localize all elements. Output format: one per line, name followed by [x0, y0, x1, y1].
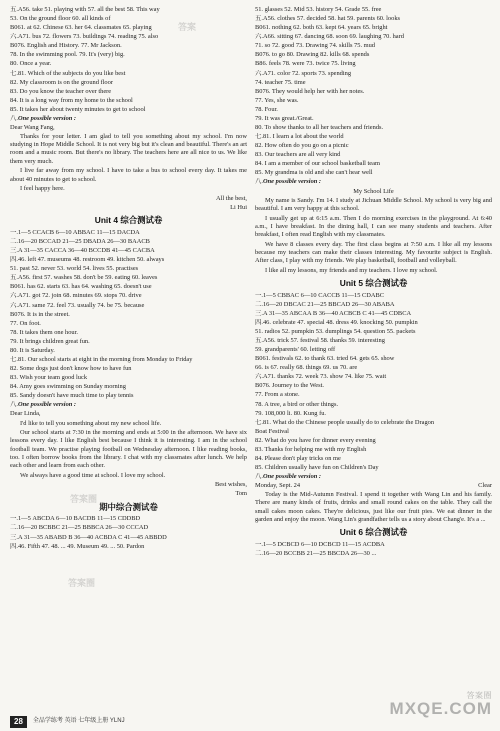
answer-line: 80. It is Saturday. [10, 346, 55, 354]
book-title: 全品学练考 英语 七年级上册 YLNJ [32, 718, 125, 725]
model-essay-label [255, 178, 492, 186]
version-label: One possible version : [18, 401, 77, 409]
answer-line: 80. Once a year. [10, 60, 52, 68]
answer-line: 66. is 67. really 68. things 69. us 70. are [255, 364, 358, 372]
answer-line: 78. In the swimming pool. 79. It's (very) big. [10, 51, 125, 59]
answer-line: 83. Do you know the teacher over there [10, 87, 112, 95]
answer-line: 71. so 72. good 73. Drawing 74. skills 75. mud [255, 42, 376, 50]
answer-line: 六.A71. thanks 72. week 73. show 74. like 75. wait [255, 373, 387, 381]
answer-line: 三.A 31—35 CACCA 36—40 BCCDB 41—45 CACBA [10, 247, 155, 255]
section-number: 八. [255, 178, 263, 186]
watermark-main: MXQE.COM [389, 699, 492, 718]
answer-line: 74. teacher 75. time [255, 78, 306, 86]
answer-line: 84. I am a member of our school basketball team [255, 160, 380, 168]
answer-line: 85. Sandy doesn't have much time to play tennis [10, 392, 134, 400]
answer-line: 77. Yes, she was. [255, 96, 299, 104]
watermark-stamp: 答案 [178, 22, 197, 32]
watermark-stamp: 答案圈 [68, 578, 96, 588]
answer-line: B061. at 62. Chinese 63. her 64. classmates 65. playing [10, 24, 152, 32]
page-footer [10, 716, 125, 728]
answer-line: B061. has 62. starts 63. has 64. washing 65. doesn't use [10, 283, 152, 291]
essay-paragraph: I feel happy here. [20, 185, 65, 193]
answer-line: 六.A71. got 72. join 68. minutes 69. stops 70. drive [10, 292, 142, 300]
diary-weather: Clear [478, 482, 492, 490]
answer-line: 51. radios 52. pumpkin 53. dumplings 54. question 55. packets [255, 327, 416, 335]
answer-line: 一.1—5 CBBAC 6—10 CACCB 11—15 CDABC [255, 291, 385, 299]
letter-signoff: Li Hui [230, 203, 247, 211]
answer-line: B86. feels 78. were 73. twice 75. living [255, 60, 356, 68]
letter-signoff: Best wishes, [215, 481, 247, 489]
answer-line: Dear Linda, [10, 410, 41, 418]
watermark-stamp: 答案圈 [70, 494, 98, 504]
answer-line: 三.A 31—35 ABABD B 36—40 ACBDA C 41—45 ABBDD [10, 533, 167, 541]
letter-signoff: Tom [235, 490, 247, 498]
answer-line: B076. English and History. 77. Mr Jackson. [10, 42, 122, 50]
answer-line: 77. From a stone. [255, 391, 300, 399]
essay-paragraph: My name is Sandy. I'm 14. I study at Jichuan Middle School. My school is very big and beautiful. I am very happy at this school. [255, 196, 492, 212]
essay-title: My School Life [353, 187, 394, 195]
answer-line: 83. Our teachers are all very kind [255, 151, 341, 159]
answer-line: B076. It is in the street. [10, 310, 70, 318]
answer-line: 五.A56. trick 57. festival 58. thanks 59. interesting [255, 336, 385, 344]
two-column-layout [10, 6, 492, 718]
diary-header [255, 482, 492, 490]
answer-line: 三.A 31—35 ABCAA B 36—40 ACBCB C 41—45 CDBCA [255, 309, 412, 317]
answer-line: 78. Four. [255, 105, 278, 113]
version-label: One possible version : [263, 473, 322, 481]
essay-paragraph: I'd like to tell you something about my new school life. [20, 419, 162, 427]
answer-line: 83. Wish your team good luck [10, 374, 88, 382]
answer-line: 82. What do you have for dinner every evening [255, 436, 376, 444]
left-column [10, 6, 247, 718]
answer-line: 79. 108,000 li. 80. Kung fu. [255, 409, 327, 417]
answer-line: 六.A71. same 72. feel 73. usually 74. be 75. because [10, 301, 145, 309]
answer-line: 二.16—20 BCBBC 21—25 BBBCA 26—30 CCCAD [10, 524, 149, 532]
diary-date: Monday, Sept. 24 [255, 482, 301, 490]
answer-line: 85. My grandma is old and she can't hear well [255, 169, 373, 177]
answer-line: 84. It is a long way from my home to the school [10, 96, 133, 104]
version-label: One possible version : [18, 114, 77, 122]
answer-line: B076. to go 80. Drawing 82. kills 68. spends [255, 51, 370, 59]
answer-line: 83. Thanks for helping me with my English [255, 445, 367, 453]
answer-line: 四.46. celebrate 47. special 48. dress 49. knocking 50. pumpkin [255, 318, 418, 326]
answer-line: 82. How often do you go on a picnic [255, 142, 349, 150]
section-title: 期中综合测试卷 [99, 501, 158, 512]
letter-signoff: All the best, [215, 194, 247, 202]
answer-line: 五.A56. first 57. washes 58. don't be 59. eating 60. leaves [10, 274, 158, 282]
right-column [255, 6, 492, 718]
answer-line: 59. grandparents' 60. letting off [255, 346, 336, 354]
answer-line: 82. My classroom is on the ground floor [10, 78, 113, 86]
version-label: One possible version : [263, 178, 322, 186]
answer-line: 78. It takes them one hour. [10, 328, 78, 336]
answer-line: 84. Amy goes swimming on Sunday morning [10, 383, 126, 391]
answer-line: 79. It was great./Great. [255, 114, 314, 122]
section-title: Unit 4 综合测试卷 [94, 215, 163, 226]
section-title: Unit 6 综合测试卷 [339, 527, 408, 538]
answer-line: 一.1—5 DCBCD 6—10 DCBCD 11—15 ACDBA [255, 540, 385, 548]
answer-line: 七.81. I learn a lot about the world [255, 133, 344, 141]
answer-line: 二.16—20 BCCBB 21—25 BBCDA 26—30 ... [255, 549, 377, 557]
answer-line: 77. On foot. [10, 319, 41, 327]
essay-paragraph: Thanks for your letter. I am glad to tell you something about my school. I'm now studying in Hope Middle School. It is not very big but it's clean and beautiful. There's an art room and a music room. But there's no library. The teachers here are all nice to us. We like them very much. [10, 133, 247, 165]
answer-line: 五.A56. clothes 57. decided 58. hat 59. parents 60. looks [255, 15, 401, 23]
answer-line: 七.81. Which of the subjects do you like best [10, 69, 126, 77]
section-title: Unit 5 综合测试卷 [339, 277, 408, 288]
answer-line: B076. Journey to the West. [255, 382, 324, 390]
answer-line: 二.16—20 DBCAC 21—25 BBCAD 26—30 ABABA [255, 300, 395, 308]
essay-paragraph: Today is the Mid-Autumn Festival. I spend it together with Wang Lin and his family. There are many kinds of fruits, drinks and small round cakes on the table. They call the small cakes moon cakes. They're delicious, just like our fruit pies. We eat dinner in the garden and enjoy the moon. Wang Lin's grandfather tells us a story about Chang'e. It's a ... [255, 491, 492, 523]
model-essay-label [10, 401, 247, 409]
model-essay-label [10, 115, 247, 123]
section-number: 八. [10, 401, 18, 409]
answer-line: 七.81. Our school starts at eight in the morning from Monday to Friday [10, 356, 193, 364]
essay-paragraph: I like all my lessons, my friends and my teachers. I love my school. [265, 266, 438, 274]
page-number: 28 [10, 716, 27, 728]
site-watermark [390, 692, 492, 717]
answer-line: 80. To show thanks to all her teachers and friends. [255, 124, 384, 132]
answer-line: 51. glasses 52. Mid 53. history 54. Grade 55. free [255, 6, 382, 13]
answer-line: B061. festivals 62. to thank 63. tried 64. gets 65. show [255, 355, 395, 363]
answer-line: 一.1—5 CCACB 6—10 ABBAC 11—15 DACDA [10, 228, 140, 236]
answer-line: 79. It brings children great fun. [10, 337, 90, 345]
model-essay-label [255, 473, 492, 481]
answer-line: 六.A71. bus 72. flowers 73. buildings 74. reading 75. also [10, 33, 159, 41]
answer-line: 85. Children usually have fun on Children's Day [255, 464, 379, 472]
answer-line: 85. It takes her about twenty minutes to get to school [10, 105, 146, 113]
answer-line: 二.16—20 BCCAD 21—25 DBADA 26—30 BAACB [10, 238, 150, 245]
answer-line: 七.81. What do the Chinese people usually do to celebrate the Dragon [255, 418, 435, 426]
watermark-sub: 答案圈 [466, 691, 492, 700]
answer-line: 六.A66. sitting 67. dancing 68. soon 69. laughing 70. hard [255, 33, 404, 41]
section-number: 八. [10, 114, 18, 122]
essay-paragraph: We have 8 classes every day. The first class begins at 7:50 a.m. I like all my lessons because my teachers can make their classes interesting. My favourite subject is English. After class, I play with my friends. We play basketball, football and volleyball. [255, 240, 492, 264]
answer-line: Dear Wang Fang, [10, 124, 55, 132]
answer-line: 一.1—5 ABCDA 6—10 BACDB 11—15 CDDBD [10, 515, 141, 523]
answer-line: Boat Festival [255, 427, 289, 435]
answer-line: 四.46. Fifth 47. 48. ... 49. Museum 49. ... 50. Pardon [10, 542, 145, 550]
essay-paragraph: I usually get up at 6:15 a.m. Then I do morning exercises in the playground. At 6:40 a.m., I have breakfast. In the dining hall, I can see many students and teachers. After breakfast, I often read English with my classmates. [255, 214, 492, 238]
answer-line: 53. On the ground floor 60. all kinds of [10, 15, 111, 23]
answer-line: B076. They would help her with her notes. [255, 87, 365, 95]
section-number: 八. [255, 473, 263, 481]
answer-line: B061. nothing 62. both 63. kept 64. years 65. bright [255, 24, 388, 32]
answer-line: 四.46. left 47. museums 48. restroom 49. kitchen 50. always [10, 256, 165, 264]
answer-line: 51. past 52. never 53. world 54. lives 55. practises [10, 265, 139, 273]
answer-line: 84. Please don't play tricks on me [255, 454, 341, 462]
essay-paragraph: We always have a good time at school. I love my school. [20, 471, 166, 479]
essay-paragraph: Our school starts at 7:30 in the morning and ends at 5:00 in the afternoon. We have six lessons every day. I like English best because I think it is interesting. I am in the school football team. We practise playing football on Wednesday afternoon. I like reading books, too. I often borrow books from the library. I chat with my classmates after lunch. We help each other and learn from each other. [10, 429, 247, 469]
answer-line: 五.A56. take 51. playing with 57. all the best 58. This way [10, 6, 160, 13]
answer-line: 82. Some dogs just don't know how to have fun [10, 365, 132, 373]
answer-line: 78. A tree, a bird or other things. [255, 400, 339, 408]
answer-line: 六.A71. color 72. sports 73. spending [255, 69, 352, 77]
essay-paragraph: I live far away from my school. I have to take a bus to school every day. It takes me about 40 minutes to get to school. [10, 167, 247, 183]
